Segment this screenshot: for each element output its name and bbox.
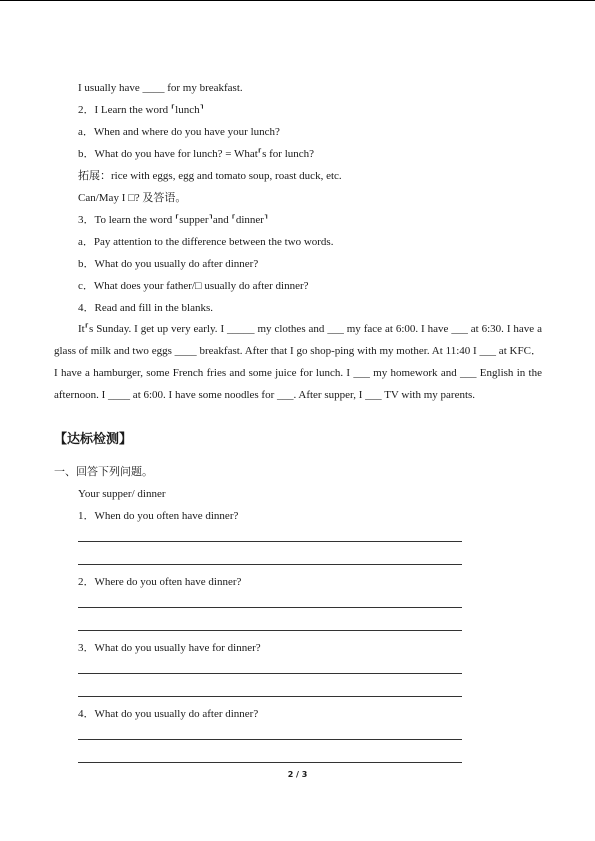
item-2a: a．When and where do you have your lunch? <box>78 126 280 138</box>
can-may-note: Can/May I □? 及答语。 <box>78 192 187 204</box>
breakfast-sentence: I usually have ____ for my breakfast. <box>78 82 243 94</box>
answer-line[interactable] <box>78 696 462 697</box>
answer-line[interactable] <box>78 541 462 542</box>
section-title: 【达标检测】 <box>54 432 133 447</box>
answer-line[interactable] <box>78 762 462 763</box>
answer-line[interactable] <box>78 630 462 631</box>
fill-blank-passage: It⸢s Sunday. I get up very early. I _____ my clothes and ___ my face at 6:00. I have ___ at 6:30. I have a glass of milk and two eggs ____ breakfast. After that I go shop-ping with my mother. At 11:40 I ___ at KFC．I have a hamburger, some French fries and some juice for lunch. I ___ my homework and ___ English in the afternoon. I ____ at 6:00. I have some noodles for ___. After supper, I ___ TV with my parents. <box>54 323 542 401</box>
question-2: 2．Where do you often have dinner? <box>78 576 242 588</box>
item-3c: c．What does your father/□ usually do after dinner? <box>78 280 309 292</box>
answer-line[interactable] <box>78 564 462 565</box>
question-3: 3．What do you usually have for dinner? <box>78 642 261 654</box>
answer-line[interactable] <box>78 739 462 740</box>
item-3a: a．Pay attention to the difference between the two words. <box>78 236 334 248</box>
item-3-title: 3．To learn the word ⸢supper⸣and ⸢dinner⸣ <box>78 214 269 226</box>
item-3b: b．What do you usually do after dinner? <box>78 258 259 270</box>
item-2b: b．What do you have for lunch? = What⸢s for lunch? <box>78 148 315 160</box>
question-1: 1．When do you often have dinner? <box>78 510 239 522</box>
section-intro: 一、回答下列问题。 <box>54 466 153 478</box>
item-4-title: 4．Read and fill in the blanks. <box>78 302 214 314</box>
question-4: 4．What do you usually do after dinner? <box>78 708 259 720</box>
extension-note: 拓展：rice with eggs, egg and tomato soup, roast duck, etc. <box>78 170 342 182</box>
page-number: 2 / 3 <box>287 770 308 779</box>
sub-heading: Your supper/ dinner <box>78 488 166 500</box>
answer-line[interactable] <box>78 607 462 608</box>
answer-line[interactable] <box>78 673 462 674</box>
item-2-title: 2．I Learn the word ⸢lunch⸣ <box>78 104 204 116</box>
top-rule <box>0 0 595 1</box>
